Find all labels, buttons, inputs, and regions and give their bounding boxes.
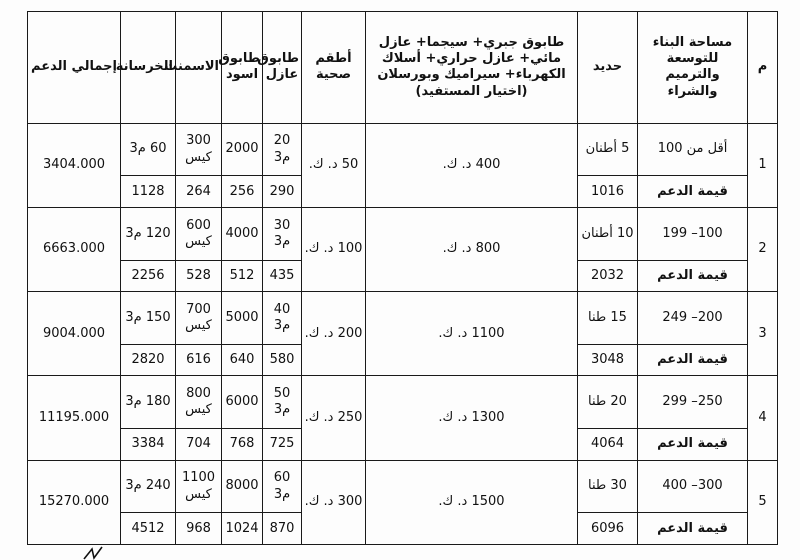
black-brick-quantity: 8000 <box>222 460 263 513</box>
area-range: 200– 249 <box>638 292 748 345</box>
header-concrete: الخرسانة <box>121 12 176 124</box>
iron-quantity: 20 طنا <box>578 376 638 429</box>
black-brick-value: 512 <box>222 260 263 291</box>
total-support: 3404.000 <box>28 123 121 207</box>
table-row <box>28 123 778 176</box>
black-brick-value: 768 <box>222 429 263 460</box>
header-cement: الاسمنت <box>176 12 222 124</box>
concrete-value: 2256 <box>121 260 176 291</box>
insulated-brick-quantity: 50 م3 <box>263 376 302 429</box>
cement-bags: 800 <box>186 386 211 402</box>
table-row <box>28 460 778 513</box>
table-row <box>28 376 778 429</box>
support-value-label: قيمة الدعم <box>638 513 748 545</box>
black-brick-value: 640 <box>222 344 263 375</box>
black-brick-quantity: 5000 <box>222 292 263 345</box>
iron-value: 3048 <box>578 344 638 375</box>
insulated-brick-value: 870 <box>263 513 302 545</box>
materials-amount: 800 د. ك. <box>366 207 578 291</box>
concrete-value: 3384 <box>121 429 176 460</box>
materials-amount: 1500 د. ك. <box>366 460 578 544</box>
row-number: 5 <box>748 460 778 544</box>
cement-quantity <box>176 460 222 513</box>
header-black-brick: طابوق اسود <box>222 12 263 124</box>
cement-bags: 700 <box>186 301 211 317</box>
sanitary-amount: 50 د. ك. <box>302 123 366 207</box>
cement-value: 528 <box>176 260 222 291</box>
black-brick-quantity: 4000 <box>222 207 263 260</box>
cement-unit: كيس <box>185 149 212 165</box>
row-number: 2 <box>748 207 778 291</box>
cement-quantity <box>176 123 222 176</box>
header-materials-note: (اختيار المستفيد) <box>415 83 528 99</box>
sanitary-amount: 100 د. ك. <box>302 207 366 291</box>
cement-unit: كيس <box>185 402 212 418</box>
materials-amount: 400 د. ك. <box>366 123 578 207</box>
header-area: مساحة البناء للتوسعة والترميم والشراء <box>638 12 748 124</box>
concrete-quantity: 150 م3 <box>121 292 176 345</box>
concrete-quantity: 60 م3 <box>121 123 176 176</box>
support-value-label: قيمة الدعم <box>638 176 748 207</box>
row-number: 4 <box>748 376 778 460</box>
total-support: 9004.000 <box>28 292 121 376</box>
materials-amount: 1300 د. ك. <box>366 376 578 460</box>
black-brick-quantity: 2000 <box>222 123 263 176</box>
concrete-value: 1128 <box>121 176 176 207</box>
iron-value: 1016 <box>578 176 638 207</box>
cement-unit: كيس <box>185 233 212 249</box>
insulated-brick-quantity: 40 م3 <box>263 292 302 345</box>
pen-mark-icon <box>82 546 108 560</box>
insulated-brick-value: 290 <box>263 176 302 207</box>
cement-quantity <box>176 207 222 260</box>
header-materials-text: طابوق جبري+ سيجما+ عازل مائي+ عازل حراري+ أسلاك الكهرباء+ سيراميك وبورسلان <box>377 34 566 83</box>
black-brick-value: 256 <box>222 176 263 207</box>
cement-value: 968 <box>176 513 222 545</box>
insulated-brick-value: 435 <box>263 260 302 291</box>
cement-unit: كيس <box>185 318 212 334</box>
iron-value: 2032 <box>578 260 638 291</box>
row-number: 1 <box>748 123 778 207</box>
header-row <box>28 12 778 124</box>
cement-bags: 1100 <box>181 470 216 486</box>
iron-value: 4064 <box>578 429 638 460</box>
cement-bags: 600 <box>186 217 211 233</box>
header-insulated-brick: طابوق عازل <box>263 12 302 124</box>
iron-quantity: 10 أطنان <box>578 207 638 260</box>
insulated-brick-value: 580 <box>263 344 302 375</box>
cement-bags: 300 <box>186 133 211 149</box>
area-range: 100– 199 <box>638 207 748 260</box>
insulated-brick-quantity: 20 م3 <box>263 123 302 176</box>
header-sanitary: أطقم صحية <box>302 12 366 124</box>
header-materials <box>366 12 578 124</box>
sanitary-amount: 250 د. ك. <box>302 376 366 460</box>
support-value-label: قيمة الدعم <box>638 344 748 375</box>
insulated-brick-quantity: 60 م3 <box>263 460 302 513</box>
black-brick-value: 1024 <box>222 513 263 545</box>
cement-quantity <box>176 292 222 345</box>
support-value-label: قيمة الدعم <box>638 260 748 291</box>
header-total: إجمالي الدعم <box>28 12 121 124</box>
insulated-brick-quantity: 30 م3 <box>263 207 302 260</box>
area-range: 300– 400 <box>638 460 748 513</box>
table-row <box>28 292 778 345</box>
insulated-brick-value: 725 <box>263 429 302 460</box>
table-row <box>28 207 778 260</box>
concrete-quantity: 120 م3 <box>121 207 176 260</box>
cement-unit: كيس <box>185 486 212 502</box>
sanitary-amount: 300 د. ك. <box>302 460 366 544</box>
cement-value: 264 <box>176 176 222 207</box>
iron-quantity: 30 طنا <box>578 460 638 513</box>
total-support: 11195.000 <box>28 376 121 460</box>
concrete-quantity: 180 م3 <box>121 376 176 429</box>
iron-quantity: 5 أطنان <box>578 123 638 176</box>
concrete-value: 2820 <box>121 344 176 375</box>
header-iron: حديد <box>578 12 638 124</box>
header-m: م <box>748 12 778 124</box>
support-table <box>27 11 778 545</box>
cement-quantity <box>176 376 222 429</box>
cement-value: 704 <box>176 429 222 460</box>
black-brick-quantity: 6000 <box>222 376 263 429</box>
iron-value: 6096 <box>578 513 638 545</box>
materials-amount: 1100 د. ك. <box>366 292 578 376</box>
total-support: 15270.000 <box>28 460 121 544</box>
support-value-label: قيمة الدعم <box>638 429 748 460</box>
row-number: 3 <box>748 292 778 376</box>
concrete-quantity: 240 م3 <box>121 460 176 513</box>
area-range: أقل من 100 <box>638 123 748 176</box>
total-support: 6663.000 <box>28 207 121 291</box>
concrete-value: 4512 <box>121 513 176 545</box>
area-range: 250– 299 <box>638 376 748 429</box>
iron-quantity: 15 طنا <box>578 292 638 345</box>
sanitary-amount: 200 د. ك. <box>302 292 366 376</box>
cement-value: 616 <box>176 344 222 375</box>
